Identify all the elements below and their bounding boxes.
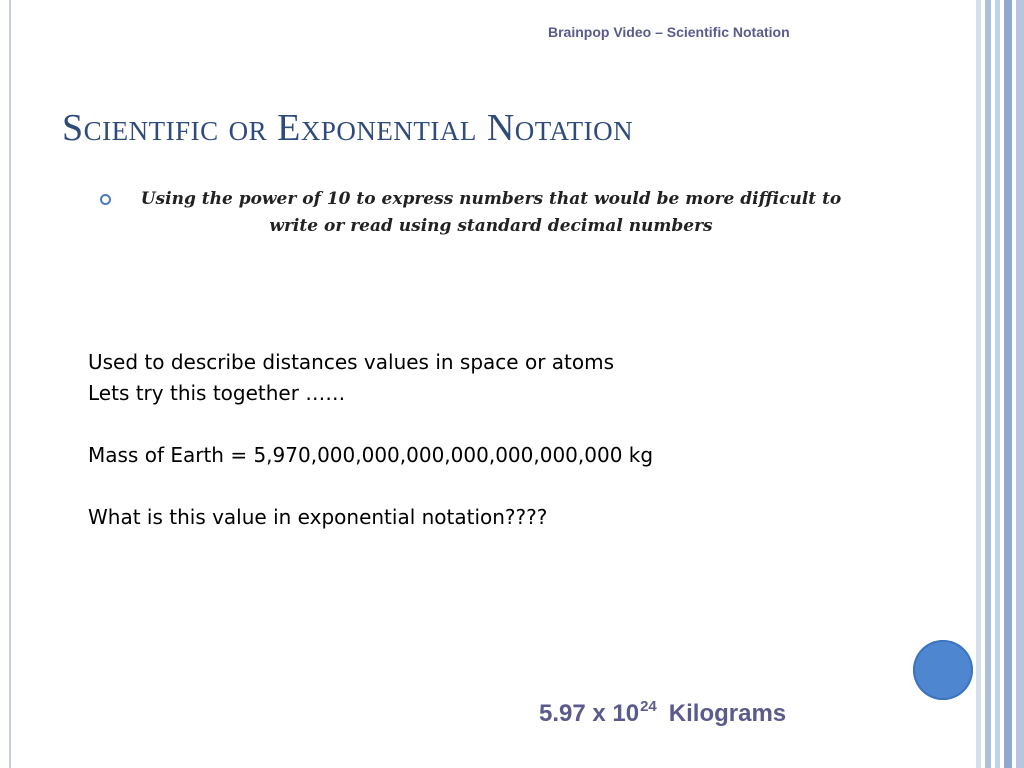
answer-unit: Kilograms	[668, 700, 787, 727]
slide-title: Scientific or Exponential Notation	[62, 107, 634, 149]
body-text	[88, 347, 848, 533]
bullet-text: Using the power of 10 to express numbers that would be more difficult to write or read using standard decimal numbers	[140, 189, 842, 236]
answer-exponent: 24	[640, 698, 657, 715]
body-line: What is this value in exponential notation????	[88, 505, 548, 529]
blue-circle-button[interactable]	[913, 640, 973, 700]
right-decorative-stripes	[976, 0, 1024, 768]
body-line: Lets try this together ……	[88, 381, 346, 405]
stripe	[1016, 0, 1024, 768]
stripe	[1004, 0, 1012, 768]
answer-mantissa: 5.97 x 10	[539, 700, 640, 727]
bullet-circle-icon	[100, 194, 111, 205]
stripe	[985, 0, 991, 768]
body-line: Mass of Earth = 5,970,000,000,000,000,000,000,000 kg	[88, 443, 654, 467]
brainpop-video-link[interactable]: Brainpop Video – Scientific Notation	[548, 24, 790, 40]
stripe	[995, 0, 1000, 768]
answer-text	[539, 700, 786, 728]
body-line: Used to describe distances values in space or atoms	[88, 350, 615, 374]
body-line	[88, 471, 848, 502]
bullet-point	[100, 186, 850, 240]
stripe	[976, 0, 981, 768]
body-line	[88, 409, 848, 440]
left-border-rule	[9, 0, 11, 768]
